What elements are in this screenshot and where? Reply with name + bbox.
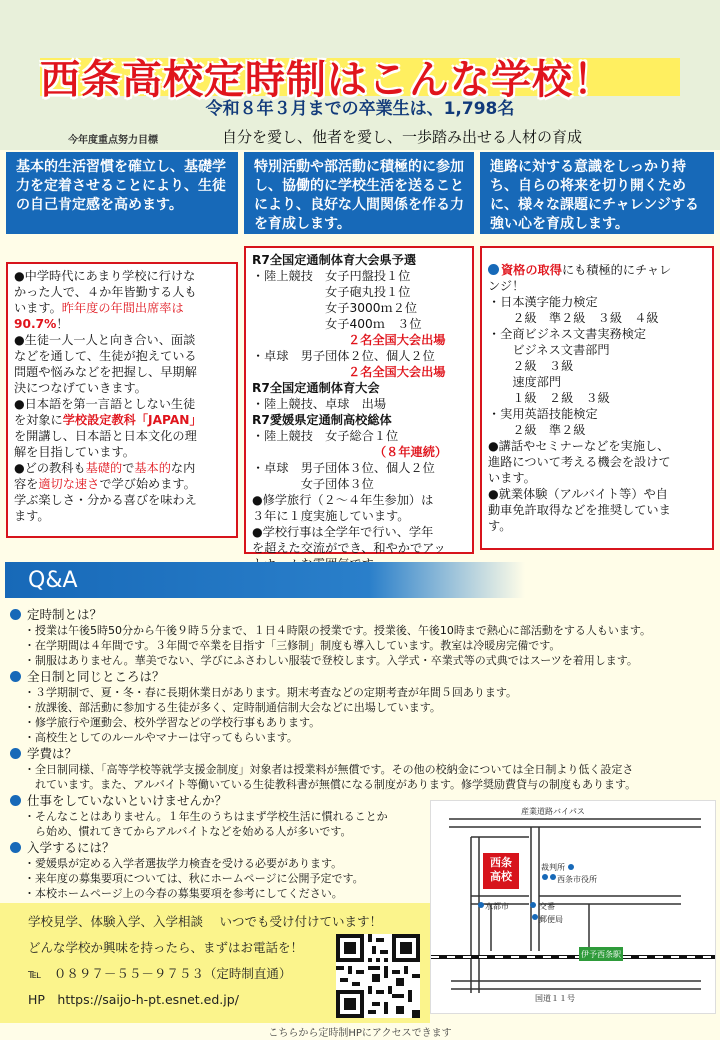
bullet-icon (10, 748, 21, 759)
motto: 自分を愛し、他者を愛し、一歩踏み出せる人材の育成 (222, 128, 583, 146)
graduates-count: 令和８年３月までの卒業生は、1,798名 (205, 99, 515, 119)
qa-title: Q&A (28, 568, 78, 593)
qa-list: 定時制とは？ ・授業は午後5時50分から午後９時５分まで、１日４時限の授業です。授業後、午後10時まで熱心に部活動をする人もいます。 ・在学期間は４年間です。３年間で卒業を目指す「三修制」制度も導入しています。教室は冷暖房完備です。 ・制服はありません。華美でない、学びにふさわしい服装で登校します。入学式・卒業式等の式典ではスーツを着用します。 全日制と同じところは？ ・３学期制で、夏・冬・春に長期休業日があります。期末考査などの定期考査が年間５回あります。 ・放課後、部活動に参加する生徒が多く、定時制通信制大会などに出場しています。 ・修学旅行や運動会、校外学習などの学校行事もあります。 ・高校生としてのルールやマナーは守ってもらいます。 学費は？ ・全日制同様、「高等学校等就学支援金制度」対象者は授業料が無償です。その他の校納金については全日制より低く設定さ れています。また、アルバイト等働いている生徒教科書が無償になる制度があります。修学奨励費貸与の制度もあります。 仕事をしていないといけませんか？ ・そんなことはありません。１年生のうちはまず学校生活に慣れることか ら始め、慣れてきてからアルバイトなどを始める人が多いです。 入学するには？ ・愛媛県が定める入学者選抜学力検査を受ける必要があります。 ・来年度の募集要項については、秋にホームページに公開予定です。 ・本校ホームページ上の今春の募集要項を参考にしてください。 (10, 606, 710, 901)
japan-course: 学校設定教科「JAPAN」 (62, 413, 202, 427)
activities-box: R7全国定通制体育大会県予選 ・陸上競技 女子円盤投１位 女子砲丸投１位 女子3000ｍ２位 女子400ｍ ３位 ２名全国大会出場 ・卓球 男子団体２位、個人２位 ２名全国大会出場 R7全国定通制体育大会 ・陸上競技、卓球 出場 R7愛媛県定通制高校総体 ・陸上競技 女子総合１位 （８年連続） ・卓球 男子団体３位、個人２位 女子団体３位 ●修学旅行（２～４年生参加）は ３年に１度実施しています。 ●学校行事は全学年で行い、学年 を超えた交流ができ、和やかでアッ (244, 246, 474, 554)
motto-label: 今年度重点努力目標 (68, 135, 158, 146)
contact-line: 学校見学、体験入学、入学相談 いつでも受け付けています！ (28, 914, 382, 929)
bullet-icon (10, 842, 21, 853)
bullet-icon (488, 264, 499, 275)
section-heading: R7全国定通制体育大会 (252, 381, 380, 395)
homepage-link[interactable]: HP https://saijo-h-pt.esnet.ed.jp/ (28, 992, 239, 1007)
footer-note: こちらから定時制HPにアクセスできます (268, 1028, 452, 1039)
qr-code-image (336, 934, 420, 1018)
question: 学費は？ (26, 746, 77, 761)
qa-header-bar (5, 562, 525, 598)
section-heading: R7全国定通制体育大会県予選 (252, 253, 417, 267)
learning-box: ●中学時代にあまり学校に行けな かった人で、４か年皆勤する人も います。昨年度の年間出席率は 90.7%！ ●生徒一人一人と向き合い、面談 などを通して、生徒が抱えている 問題や悩みなどを把握し、早期解 決につなげていきます。 ●日本語を第一言語としない生徒 を対象に学校設定教科「JAPAN」 を開講し、日本語と日本文化の理 解を目指しています。 ●どの教科も基礎的で基本的な内 容を適切な速さで学び始めます。 学ぶ楽しさ・分かる喜びを味わえ ます。 (6, 262, 238, 538)
career-box: 資格の取得にも積極的にチャレ ンジ！ ・日本漢字能力検定 ２級 準２級 ３級 ４級 ・全商ビジネス文書実務検定 ビジネス文書部門 ２級 ３級 速度部門 １級 ２級 ３級 ・実用英語技能検定 ２級 準２級 ●講話やセミナーなどを実施し、 進路について考える機会を設けて います。 ●就業体験（アルバイト等）や自 動車免許取得などを推奨していま す。 (480, 246, 714, 550)
bullet-icon (10, 671, 21, 682)
question: 定時制とは？ (26, 607, 102, 622)
phone-number[interactable]: ℡ ０８９７－５５－９７５３（定時制直通） (28, 966, 292, 981)
goal-box-1: 基本的生活習慣を確立し、基礎学力を定着させることにより、生徒の自己肯定感を高めます。 (6, 152, 238, 234)
attendance-rate: 90.7% (14, 317, 57, 331)
goal-box-3: 進路に対する意識をしっかり持ち、自らの将来を切り開くために、様々な課題にチャレンジする強い心を育成します。 (480, 152, 714, 234)
bullet-icon (10, 609, 21, 620)
access-map: 産業道路バイパス 西条高校 裁判所 西条市役所 水都市 交番 郵便局 伊予西条駅 国道１１号 (430, 800, 716, 1014)
page-title: 西条高校定時制はこんな学校！ (40, 57, 614, 103)
contact-line: どんな学校か興味を持ったら、まずはお電話を！ (28, 940, 304, 955)
attendance-label: 昨年度の年間出席率は (61, 301, 184, 315)
qr-code[interactable] (336, 934, 420, 1018)
question: 仕事をしていないといけませんか？ (26, 793, 227, 808)
bullet-icon (10, 795, 21, 806)
station-label: 伊予西条駅 (581, 950, 621, 959)
question: 入学するには？ (26, 840, 115, 855)
school-label: 西条高校 (490, 856, 512, 883)
question: 全日制と同じところは？ (26, 669, 165, 684)
goal-box-2: 特別活動や部活動に積極的に参加し、協働的に学校生活を送ることにより、良好な人間関係を作る力を育成します。 (244, 152, 474, 234)
section-heading: R7愛媛県定通制高校総体 (252, 413, 392, 427)
